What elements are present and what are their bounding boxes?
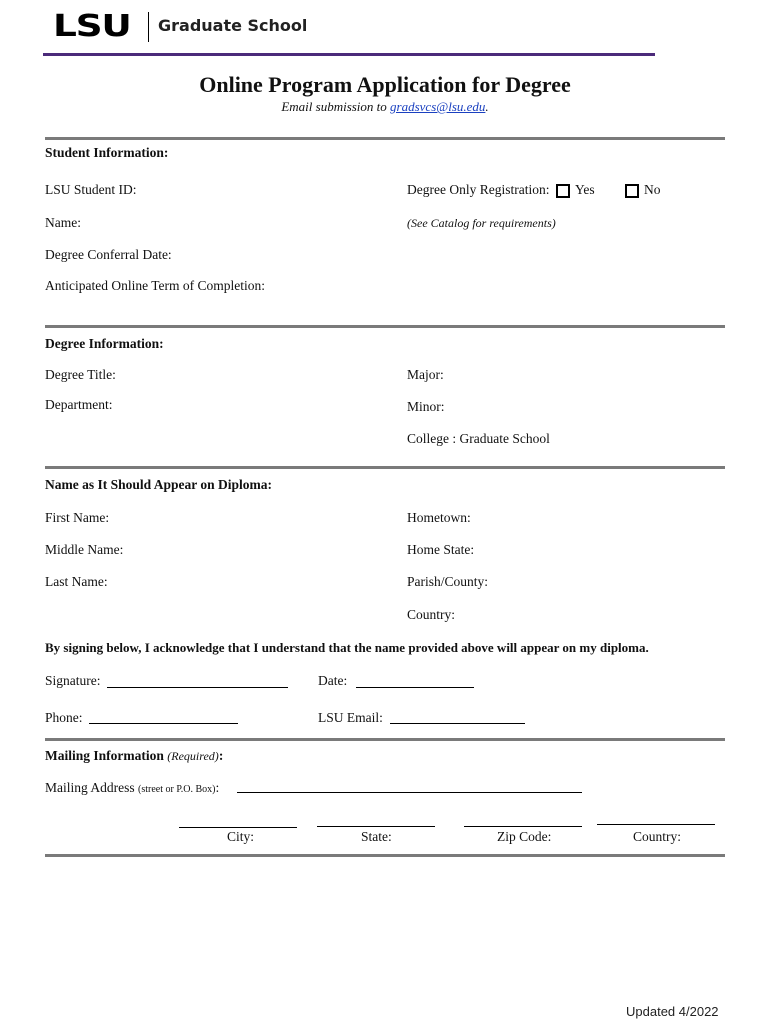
catalog-note: (See Catalog for requirements)	[407, 216, 556, 230]
updated-date: Updated 4/2022	[626, 1004, 719, 1019]
major-label: Major:	[407, 367, 444, 382]
mailing-address-colon: :	[215, 780, 220, 795]
minor-label: Minor:	[407, 399, 445, 414]
diploma-heading: Name as It Should Appear on Diploma:	[45, 477, 273, 492]
page-title: Online Program Application for Degree	[199, 72, 571, 97]
section-rule-student	[45, 137, 725, 140]
country-label: Country:	[407, 607, 456, 622]
parish-county-label: Parish/County:	[407, 574, 489, 589]
degree-only-no-checkbox[interactable]	[625, 184, 639, 198]
mailing-heading	[45, 748, 223, 764]
name-label: Name:	[45, 215, 81, 230]
city-label: City:	[227, 829, 255, 844]
section-rule-bottom	[45, 854, 725, 857]
degree-info-heading: Degree Information:	[45, 336, 164, 351]
email-prefix: Email submission to	[281, 99, 391, 114]
logo-divider	[148, 12, 149, 42]
home-state-label: Home State:	[407, 542, 475, 557]
completion-term-label: Anticipated Online Term of Completion:	[45, 278, 266, 293]
zip-line[interactable]	[464, 826, 582, 827]
section-rule-diploma	[45, 466, 725, 469]
email-link[interactable]: gradsvcs@lsu.edu	[390, 99, 486, 114]
date-line[interactable]	[356, 687, 474, 688]
required-note: (Required)	[167, 749, 219, 763]
zip-code-label: Zip Code:	[497, 829, 552, 844]
last-name-label: Last Name:	[45, 574, 108, 589]
phone-line[interactable]	[89, 723, 238, 724]
college-label: College : Graduate School	[407, 431, 550, 446]
degree-only-yes-checkbox[interactable]	[556, 184, 570, 198]
signature-label: Signature:	[45, 673, 101, 688]
mailing-heading-text: Mailing Information	[45, 748, 164, 763]
section-rule-mailing	[45, 738, 725, 741]
phone-label: Phone:	[45, 710, 83, 725]
student-id-label: LSU Student ID:	[45, 182, 137, 197]
graduate-school-name: Graduate School	[158, 16, 308, 35]
mailing-address-note: (street or P.O. Box)	[138, 784, 216, 795]
yes-label: Yes	[575, 182, 595, 197]
country-line[interactable]	[597, 824, 715, 825]
conferral-date-label: Degree Conferral Date:	[45, 247, 172, 262]
hometown-label: Hometown:	[407, 510, 471, 525]
mailing-address-text: Mailing Address	[45, 780, 135, 795]
first-name-label: First Name:	[45, 510, 110, 525]
acknowledgement-text: By signing below, I acknowledge that I understand that the name provided above will appear on my diploma.	[45, 640, 649, 655]
no-label: No	[644, 182, 661, 197]
mailing-country-label: Country:	[633, 829, 682, 844]
header-rule	[43, 53, 655, 56]
signature-line[interactable]	[107, 687, 288, 688]
student-info-heading: Student Information:	[45, 145, 169, 160]
mailing-address-label	[45, 780, 219, 796]
mailing-heading-colon: :	[218, 748, 224, 763]
middle-name-label: Middle Name:	[45, 542, 124, 557]
degree-title-label: Degree Title:	[45, 367, 116, 382]
degree-only-label: Degree Only Registration:	[407, 182, 550, 197]
email-suffix: .	[485, 99, 489, 114]
state-label: State:	[361, 829, 392, 844]
email-submission-note	[0, 99, 770, 115]
section-rule-degree	[45, 325, 725, 328]
lsu-email-label: LSU Email:	[318, 710, 383, 725]
lsu-email-line[interactable]	[390, 723, 525, 724]
state-line[interactable]	[317, 826, 435, 827]
date-label: Date:	[318, 673, 348, 688]
mailing-address-line[interactable]	[237, 792, 582, 793]
city-line[interactable]	[179, 827, 297, 828]
lsu-logo: LSU	[53, 9, 131, 44]
department-label: Department:	[45, 397, 113, 412]
